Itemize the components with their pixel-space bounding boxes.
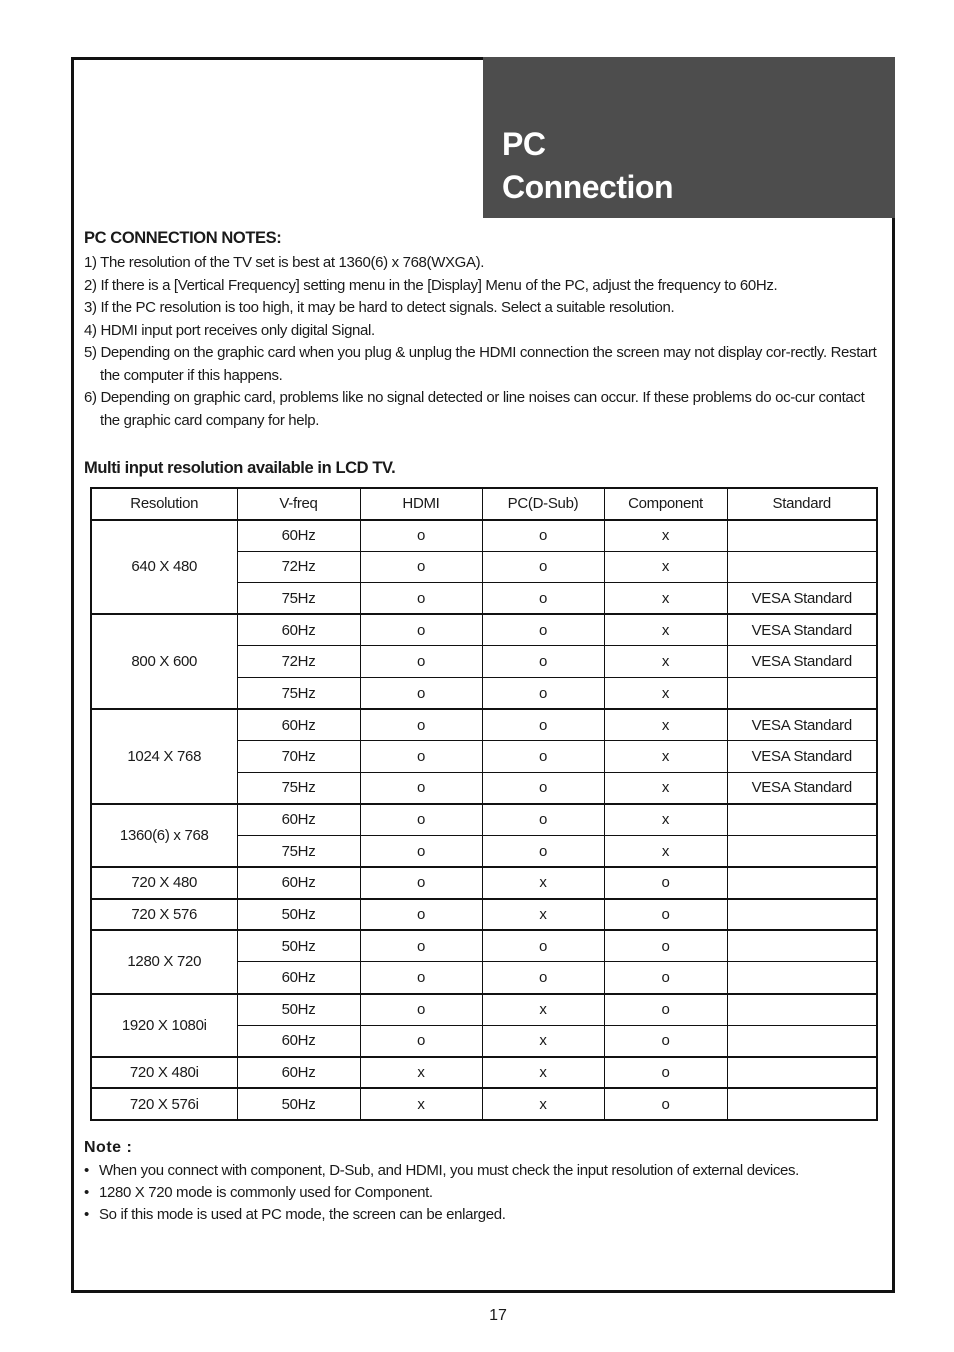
column-header-vfreq: V-freq (237, 488, 360, 520)
component-cell: x (604, 614, 727, 646)
vfreq-cell: 75Hz (237, 678, 360, 710)
resolution-cell: 720 X 480i (91, 1057, 237, 1089)
note-bullet-text: When you connect with component, D-Sub, and HDMI, you must check the input resolution of external devices. (99, 1162, 799, 1179)
pc-dsub-cell: o (482, 551, 604, 583)
bullet-dot: • (84, 1184, 89, 1201)
component-cell: x (604, 804, 727, 836)
note-bullet-text: 1280 X 720 mode is commonly used for Component. (99, 1184, 433, 1201)
hdmi-cell: x (360, 1057, 482, 1089)
table-row (91, 614, 877, 646)
vfreq-cell: 72Hz (237, 646, 360, 678)
pc-dsub-cell: o (482, 709, 604, 741)
note-item: 4) HDMI input port receives only digital Signal. (84, 321, 375, 339)
pc-dsub-cell: x (482, 867, 604, 899)
standard-cell (727, 994, 877, 1026)
pc-dsub-cell: o (482, 962, 604, 994)
component-cell: x (604, 551, 727, 583)
component-cell: o (604, 867, 727, 899)
note-bullets (84, 1160, 884, 1226)
vfreq-cell: 75Hz (237, 836, 360, 868)
pc-dsub-cell: o (482, 836, 604, 868)
resolution-cell: 720 X 576i (91, 1088, 237, 1120)
note-item: 5) Depending on the graphic card when you plug & unplug the HDMI connection the screen may not display cor-rectly. Restart the computer if this happens. (84, 344, 877, 384)
table-row (91, 867, 877, 899)
standard-cell (727, 678, 877, 710)
hdmi-cell: o (360, 520, 482, 552)
table-row (91, 1057, 877, 1089)
component-cell: x (604, 772, 727, 804)
column-header-standard: Standard (727, 488, 877, 520)
component-cell: o (604, 1025, 727, 1057)
resolution-cell: 720 X 576 (91, 899, 237, 931)
bullet-dot: • (84, 1206, 89, 1223)
vfreq-cell: 60Hz (237, 1025, 360, 1057)
section-title (502, 123, 673, 209)
note-item: 1) The resolution of the TV set is best at 1360(6) x 768(WXGA). (84, 254, 485, 271)
hdmi-cell: o (360, 994, 482, 1026)
table-row (91, 520, 877, 552)
pc-dsub-cell: o (482, 646, 604, 678)
component-cell: o (604, 1057, 727, 1089)
note-item: 3) If the PC resolution is too high, it may be hard to detect signals. Select a suitable resolution. (84, 299, 675, 316)
vfreq-cell: 60Hz (237, 1057, 360, 1089)
section-title-line1: PC (502, 126, 546, 162)
pc-dsub-cell: o (482, 804, 604, 836)
note-bullet-item (84, 1182, 884, 1204)
component-cell: o (604, 930, 727, 962)
vfreq-cell: 70Hz (237, 741, 360, 773)
vfreq-cell: 50Hz (237, 1088, 360, 1120)
hdmi-cell: o (360, 551, 482, 583)
pc-dsub-cell: o (482, 583, 604, 615)
component-cell: x (604, 678, 727, 710)
vfreq-cell: 75Hz (237, 772, 360, 804)
vfreq-cell: 60Hz (237, 962, 360, 994)
table-row (91, 899, 877, 931)
bullet-dot: • (84, 1162, 89, 1179)
resolution-table-body (91, 520, 877, 1120)
column-header-component: Component (604, 488, 727, 520)
note-item: 6) Depending on graphic card, problems like no signal detected or line noises can occur. If these problems do oc-cur contact the graphic card company for help. (84, 389, 865, 429)
standard-cell (727, 962, 877, 994)
vfreq-cell: 50Hz (237, 930, 360, 962)
page-number: 17 (489, 1307, 507, 1324)
pc-dsub-cell: o (482, 520, 604, 552)
standard-cell (727, 1088, 877, 1120)
standard-cell (727, 867, 877, 899)
component-cell: x (604, 583, 727, 615)
table-row (91, 709, 877, 741)
pc-dsub-cell: x (482, 1088, 604, 1120)
pc-dsub-cell: o (482, 772, 604, 804)
table-row (91, 930, 877, 962)
hdmi-cell: o (360, 772, 482, 804)
component-cell: o (604, 899, 727, 931)
pc-dsub-cell: x (482, 1025, 604, 1057)
table-row (91, 994, 877, 1026)
component-cell: x (604, 520, 727, 552)
pc-dsub-cell: o (482, 614, 604, 646)
pc-dsub-cell: x (482, 1057, 604, 1089)
standard-cell: VESA Standard (727, 583, 877, 615)
standard-cell: VESA Standard (727, 772, 877, 804)
note-item: 2) If there is a [Vertical Frequency] setting menu in the [Display] Menu of the PC, adjust the frequency to 60Hz. (84, 276, 778, 294)
component-cell: x (604, 646, 727, 678)
hdmi-cell: o (360, 709, 482, 741)
pc-dsub-cell: x (482, 994, 604, 1026)
standard-cell (727, 930, 877, 962)
table-row (91, 804, 877, 836)
component-cell: o (604, 994, 727, 1026)
note-bullet-item (84, 1204, 884, 1226)
resolution-cell: 800 X 600 (91, 614, 237, 709)
hdmi-cell: o (360, 962, 482, 994)
notes-heading: PC CONNECTION NOTES: (84, 229, 282, 247)
table-header-row (91, 488, 877, 520)
standard-cell (727, 1025, 877, 1057)
standard-cell (727, 899, 877, 931)
hdmi-cell: o (360, 583, 482, 615)
standard-cell (727, 804, 877, 836)
hdmi-cell: o (360, 678, 482, 710)
component-cell: o (604, 1088, 727, 1120)
vfreq-cell: 50Hz (237, 994, 360, 1026)
hdmi-cell: o (360, 741, 482, 773)
standard-cell (727, 836, 877, 868)
standard-cell (727, 551, 877, 583)
vfreq-cell: 60Hz (237, 614, 360, 646)
section-header (483, 57, 895, 218)
resolution-cell: 1280 X 720 (91, 930, 237, 993)
table-heading: Multi input resolution available in LCD TV. (84, 459, 396, 477)
hdmi-cell: o (360, 930, 482, 962)
column-header-hdmi: HDMI (360, 488, 482, 520)
standard-cell: VESA Standard (727, 741, 877, 773)
vfreq-cell: 60Hz (237, 867, 360, 899)
table-row (91, 1088, 877, 1120)
component-cell: x (604, 836, 727, 868)
column-header-resolution: Resolution (91, 488, 237, 520)
pc-dsub-cell: o (482, 930, 604, 962)
resolution-cell: 1360(6) x 768 (91, 804, 237, 867)
note-label: Note : (84, 1139, 133, 1156)
hdmi-cell: o (360, 804, 482, 836)
resolution-cell: 640 X 480 (91, 520, 237, 615)
pc-dsub-cell: o (482, 678, 604, 710)
component-cell: x (604, 741, 727, 773)
hdmi-cell: o (360, 899, 482, 931)
vfreq-cell: 72Hz (237, 551, 360, 583)
vfreq-cell: 50Hz (237, 899, 360, 931)
standard-cell: VESA Standard (727, 709, 877, 741)
resolution-table (90, 487, 878, 1121)
hdmi-cell: o (360, 614, 482, 646)
standard-cell: VESA Standard (727, 646, 877, 678)
note-bullet-item (84, 1160, 884, 1182)
component-cell: o (604, 962, 727, 994)
notes-list (84, 252, 884, 432)
section-title-line2: Connection (502, 169, 673, 205)
resolution-cell: 1024 X 768 (91, 709, 237, 804)
standard-cell (727, 1057, 877, 1089)
hdmi-cell: o (360, 836, 482, 868)
hdmi-cell: x (360, 1088, 482, 1120)
note-bullet-text: So if this mode is used at PC mode, the screen can be enlarged. (99, 1206, 506, 1223)
resolution-cell: 720 X 480 (91, 867, 237, 899)
hdmi-cell: o (360, 646, 482, 678)
vfreq-cell: 75Hz (237, 583, 360, 615)
pc-dsub-cell: x (482, 899, 604, 931)
component-cell: x (604, 709, 727, 741)
standard-cell (727, 520, 877, 552)
hdmi-cell: o (360, 867, 482, 899)
standard-cell: VESA Standard (727, 614, 877, 646)
hdmi-cell: o (360, 1025, 482, 1057)
vfreq-cell: 60Hz (237, 520, 360, 552)
vfreq-cell: 60Hz (237, 709, 360, 741)
vfreq-cell: 60Hz (237, 804, 360, 836)
column-header-pc-dsub: PC(D-Sub) (482, 488, 604, 520)
pc-dsub-cell: o (482, 741, 604, 773)
resolution-cell: 1920 X 1080i (91, 994, 237, 1057)
